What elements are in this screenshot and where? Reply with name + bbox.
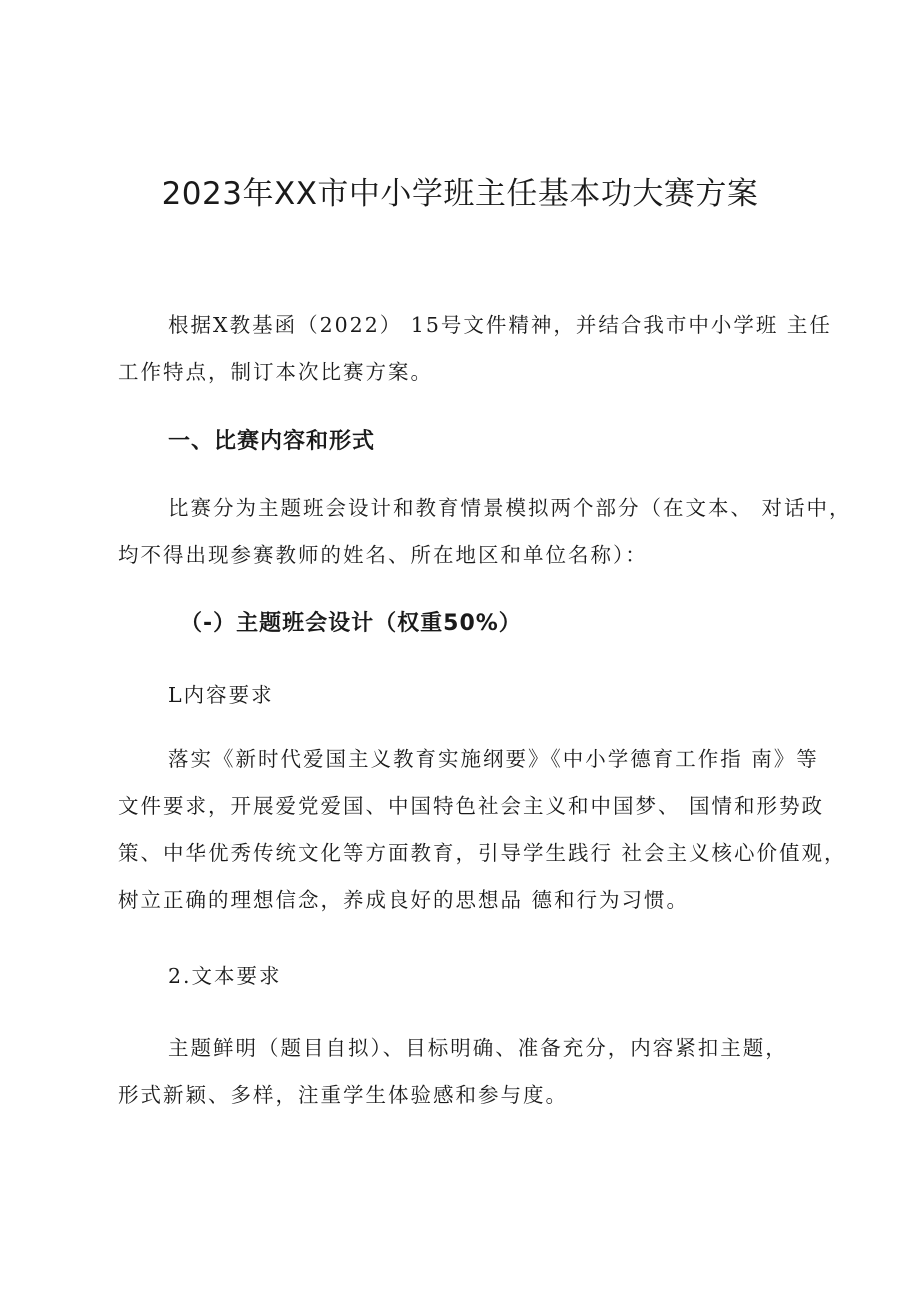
intro-paragraph: [118, 302, 832, 396]
item-1-paragraph: [118, 736, 847, 924]
section-1-heading: 一、比赛内容和形式: [168, 429, 376, 454]
item-1-line-4: 树立正确的理想信念，养成良好的思想品 德和行为习惯。: [118, 888, 690, 912]
section-1-paragraph: [118, 485, 852, 579]
item-2-line-1: 主题鲜明（题目自拟）、目标明确、准备充分，内容紧扣主题，: [168, 1036, 788, 1060]
section-1-line-2: 均不得出现参赛教师的姓名、所在地区和单位名称）：: [118, 543, 648, 567]
item-1-line-2: 文件要求，开展爱党爱国、中国特色社会主义和中国梦、 国情和形势政: [118, 794, 825, 818]
section-1-line-1: 比赛分为主题班会设计和教育情景模拟两个部分（在文本、 对话中，: [168, 496, 852, 520]
intro-line-1: 根据X教基函（2022） 15号文件精神，并结合我市中小学班 主任: [168, 313, 832, 337]
document-title: 2023年XX市中小学班主任基本功大赛方案: [161, 176, 759, 212]
item-1-line-3: 策、中华优秀传统文化等方面教育，引导学生践行 社会主义核心价值观，: [118, 841, 847, 865]
item-1-line-1: 落实《新时代爱国主义教育实施纲要》《中小学德育工作指 南》等: [168, 747, 819, 771]
item-1-label: L内容要求: [168, 683, 274, 707]
intro-line-2: 工作特点，制订本次比赛方案。: [118, 360, 433, 384]
item-2-label: 2.文本要求: [168, 964, 282, 988]
item-2-paragraph: [118, 1025, 788, 1119]
item-2-line-2: 形式新颖、多样，注重学生体验感和参与度。: [118, 1083, 568, 1107]
subsection-1-heading: （-）主题班会设计（权重50%）: [180, 611, 522, 636]
